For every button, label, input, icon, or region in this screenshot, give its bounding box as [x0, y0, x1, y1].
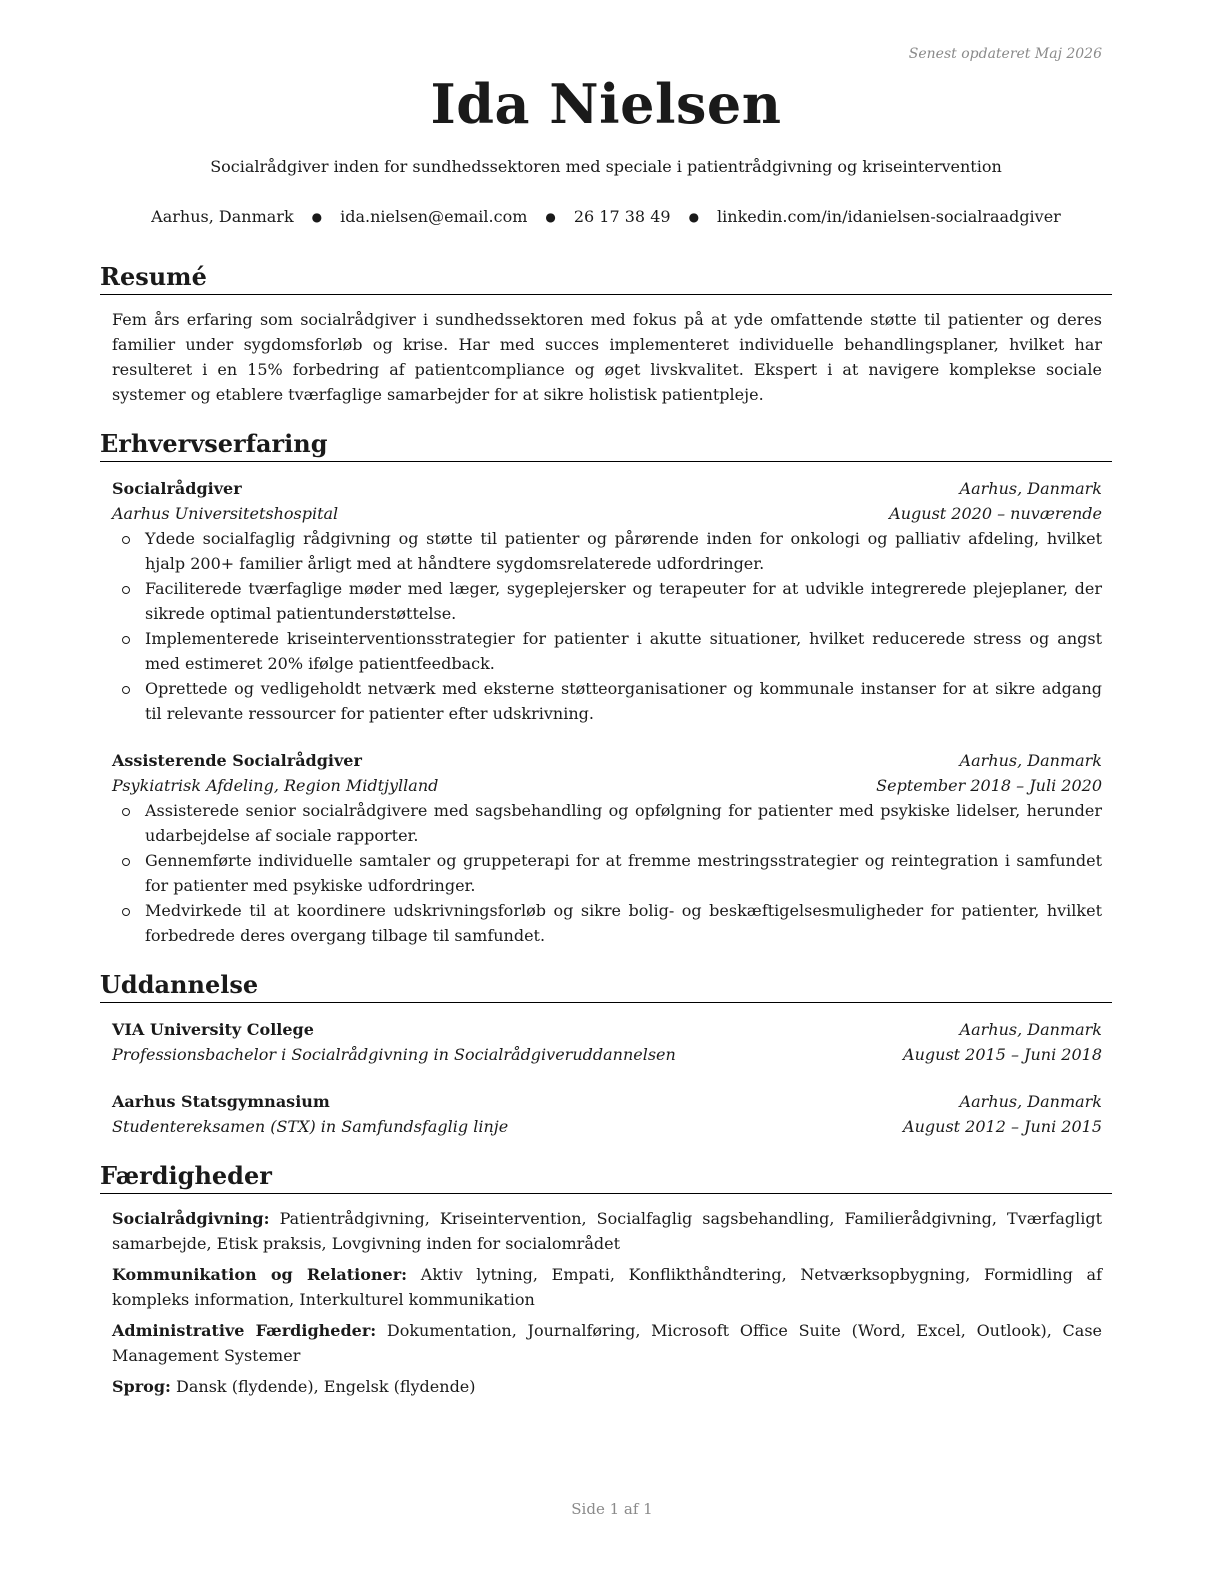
circle-bullet-icon — [122, 586, 130, 594]
skill-text: Dansk (flydende), Engelsk (flydende) — [176, 1377, 476, 1396]
skill-line — [112, 1374, 1102, 1399]
school-location: Aarhus, Danmark — [959, 1092, 1102, 1111]
resume-page — [100, 40, 1112, 1405]
last-updated: Senest opdateret Maj 2026 — [908, 46, 1102, 62]
contact-line — [100, 206, 1112, 228]
school-location: Aarhus, Danmark — [959, 1020, 1102, 1039]
circle-bullet-icon — [122, 536, 130, 544]
skill-line — [112, 1318, 1102, 1368]
education-dates: August 2012 – Juni 2015 — [903, 1117, 1102, 1136]
education-entry — [112, 1089, 1102, 1139]
contact-location: Aarhus, Danmark — [151, 207, 294, 226]
job-location: Aarhus, Danmark — [959, 479, 1102, 498]
circle-bullet-icon — [122, 686, 130, 694]
page-number: Side 1 af 1 — [571, 1500, 653, 1518]
bullet-separator-icon: ● — [545, 210, 556, 224]
school-name: Aarhus Statsgymnasium — [112, 1092, 330, 1111]
job-title: Assisterende Socialrådgiver — [112, 751, 362, 770]
job-title: Socialrådgiver — [112, 479, 242, 498]
circle-bullet-icon — [122, 858, 130, 866]
job-dates: September 2018 – Juli 2020 — [876, 776, 1102, 795]
degree: Studentereksamen (STX) in Samfundsfaglig linje — [112, 1117, 509, 1136]
education-entry — [112, 1017, 1102, 1067]
list-item: Faciliterede tværfaglige møder med læger, sygeplejersker og terapeuter for at udvikle integrerede plejeplaner, der sikrede optimal patientunderstøttelse. — [112, 576, 1102, 626]
skill-label: Kommunikation og Relationer: — [112, 1265, 408, 1284]
tagline: Socialrådgiver inden for sundhedssektoren med speciale i patientrådgivning og kriseintervention — [210, 157, 1002, 176]
candidate-name: Ida Nielsen — [430, 72, 782, 136]
list-item: Oprettede og vedligeholdt netværk med eksterne støtteorganisationer og kommunale instanser for at sikre adgang til relevante ressourcer for patienter efter udskrivning. — [112, 676, 1102, 726]
skill-line — [112, 1206, 1102, 1256]
section-title-experience: Erhvervserfaring — [100, 429, 1112, 462]
experience-entry — [112, 748, 1102, 948]
education-dates: August 2015 – Juni 2018 — [903, 1045, 1102, 1064]
summary-text: Fem års erfaring som socialrådgiver i sundhedssektoren med fokus på at yde omfattende støtte til patienter og deres familier under sygdomsforløb og krise. Har med succes implementeret individuelle behandlingsplaner, hvilket har resulteret i en 15% forbedring af patientcompliance og øget livskvalitet. Ekspert i at navigere komplekse sociale systemer og etablere tværfaglige samarbejder for at sikre holistisk patientpleje. — [112, 310, 1102, 404]
experience-entry — [112, 476, 1102, 726]
list-item: Assisterede senior socialrådgivere med sagsbehandling og opfølgning for patienter med psykiske lidelser, herunder udarbejdelse af sociale rapporter. — [112, 798, 1102, 848]
school-name: VIA University College — [112, 1020, 314, 1039]
contact-phone: 26 17 38 49 — [573, 207, 671, 226]
skill-line — [112, 1262, 1102, 1312]
section-title-education: Uddannelse — [100, 970, 1112, 1003]
skill-label: Socialrådgivning: — [112, 1209, 270, 1228]
circle-bullet-icon — [122, 636, 130, 644]
bullet-separator-icon: ● — [311, 210, 323, 224]
skill-label: Administrative Færdigheder: — [112, 1321, 377, 1340]
job-location: Aarhus, Danmark — [959, 751, 1102, 770]
skill-text: Patientrådgivning, Kriseintervention, Socialfaglig sagsbehandling, Familierådgivning, Tværfagligt samarbejde, Etisk praksis, Lovgivning inden for socialområdet — [112, 1209, 1102, 1253]
section-title-skills: Færdigheder — [100, 1161, 1112, 1194]
list-item: Gennemførte individuelle samtaler og gruppeterapi for at fremme mestringsstrategier og reintegration i samfundet for patienter med psykiske udfordringer. — [112, 848, 1102, 898]
section-title-summary: Resumé — [100, 262, 1112, 295]
degree: Professionsbachelor i Socialrådgivning in Socialrådgiveruddannelsen — [112, 1045, 676, 1064]
job-dates: August 2020 – nuværende — [889, 504, 1102, 523]
job-organization: Psykiatrisk Afdeling, Region Midtjylland — [112, 776, 439, 795]
contact-email[interactable]: ida.nielsen@email.com — [340, 207, 528, 226]
list-item: Implementerede kriseinterventionsstrategier for patienter i akutte situationer, hvilket reducerede stress og angst med estimeret 20% ifølge patientfeedback. — [112, 626, 1102, 676]
circle-bullet-icon — [122, 808, 130, 816]
skill-label: Sprog: — [112, 1377, 171, 1396]
list-item: Medvirkede til at koordinere udskrivningsforløb og sikre bolig- og beskæftigelsesmuligheder for patienter, hvilket forbedrede deres overgang tilbage til samfundet. — [112, 898, 1102, 948]
circle-bullet-icon — [122, 908, 130, 916]
contact-linkedin[interactable]: linkedin.com/in/idanielsen-socialraadgiver — [717, 207, 1061, 226]
skill-text: Dokumentation, Journalføring, Microsoft Office Suite (Word, Excel, Outlook), Case Management Systemer — [112, 1321, 1102, 1365]
list-item: Ydede socialfaglig rådgivning og støtte til patienter og pårørende inden for onkologi og palliativ afdeling, hvilket hjalp 200+ familier årligt med at håndtere sygdomsrelaterede udfordringer. — [112, 526, 1102, 576]
skill-text: Aktiv lytning, Empati, Konflikthåndtering, Netværksopbygning, Formidling af kompleks information, Interkulturel kommunikation — [112, 1265, 1102, 1309]
bullet-separator-icon: ● — [688, 210, 700, 224]
job-organization: Aarhus Universitetshospital — [112, 504, 339, 523]
